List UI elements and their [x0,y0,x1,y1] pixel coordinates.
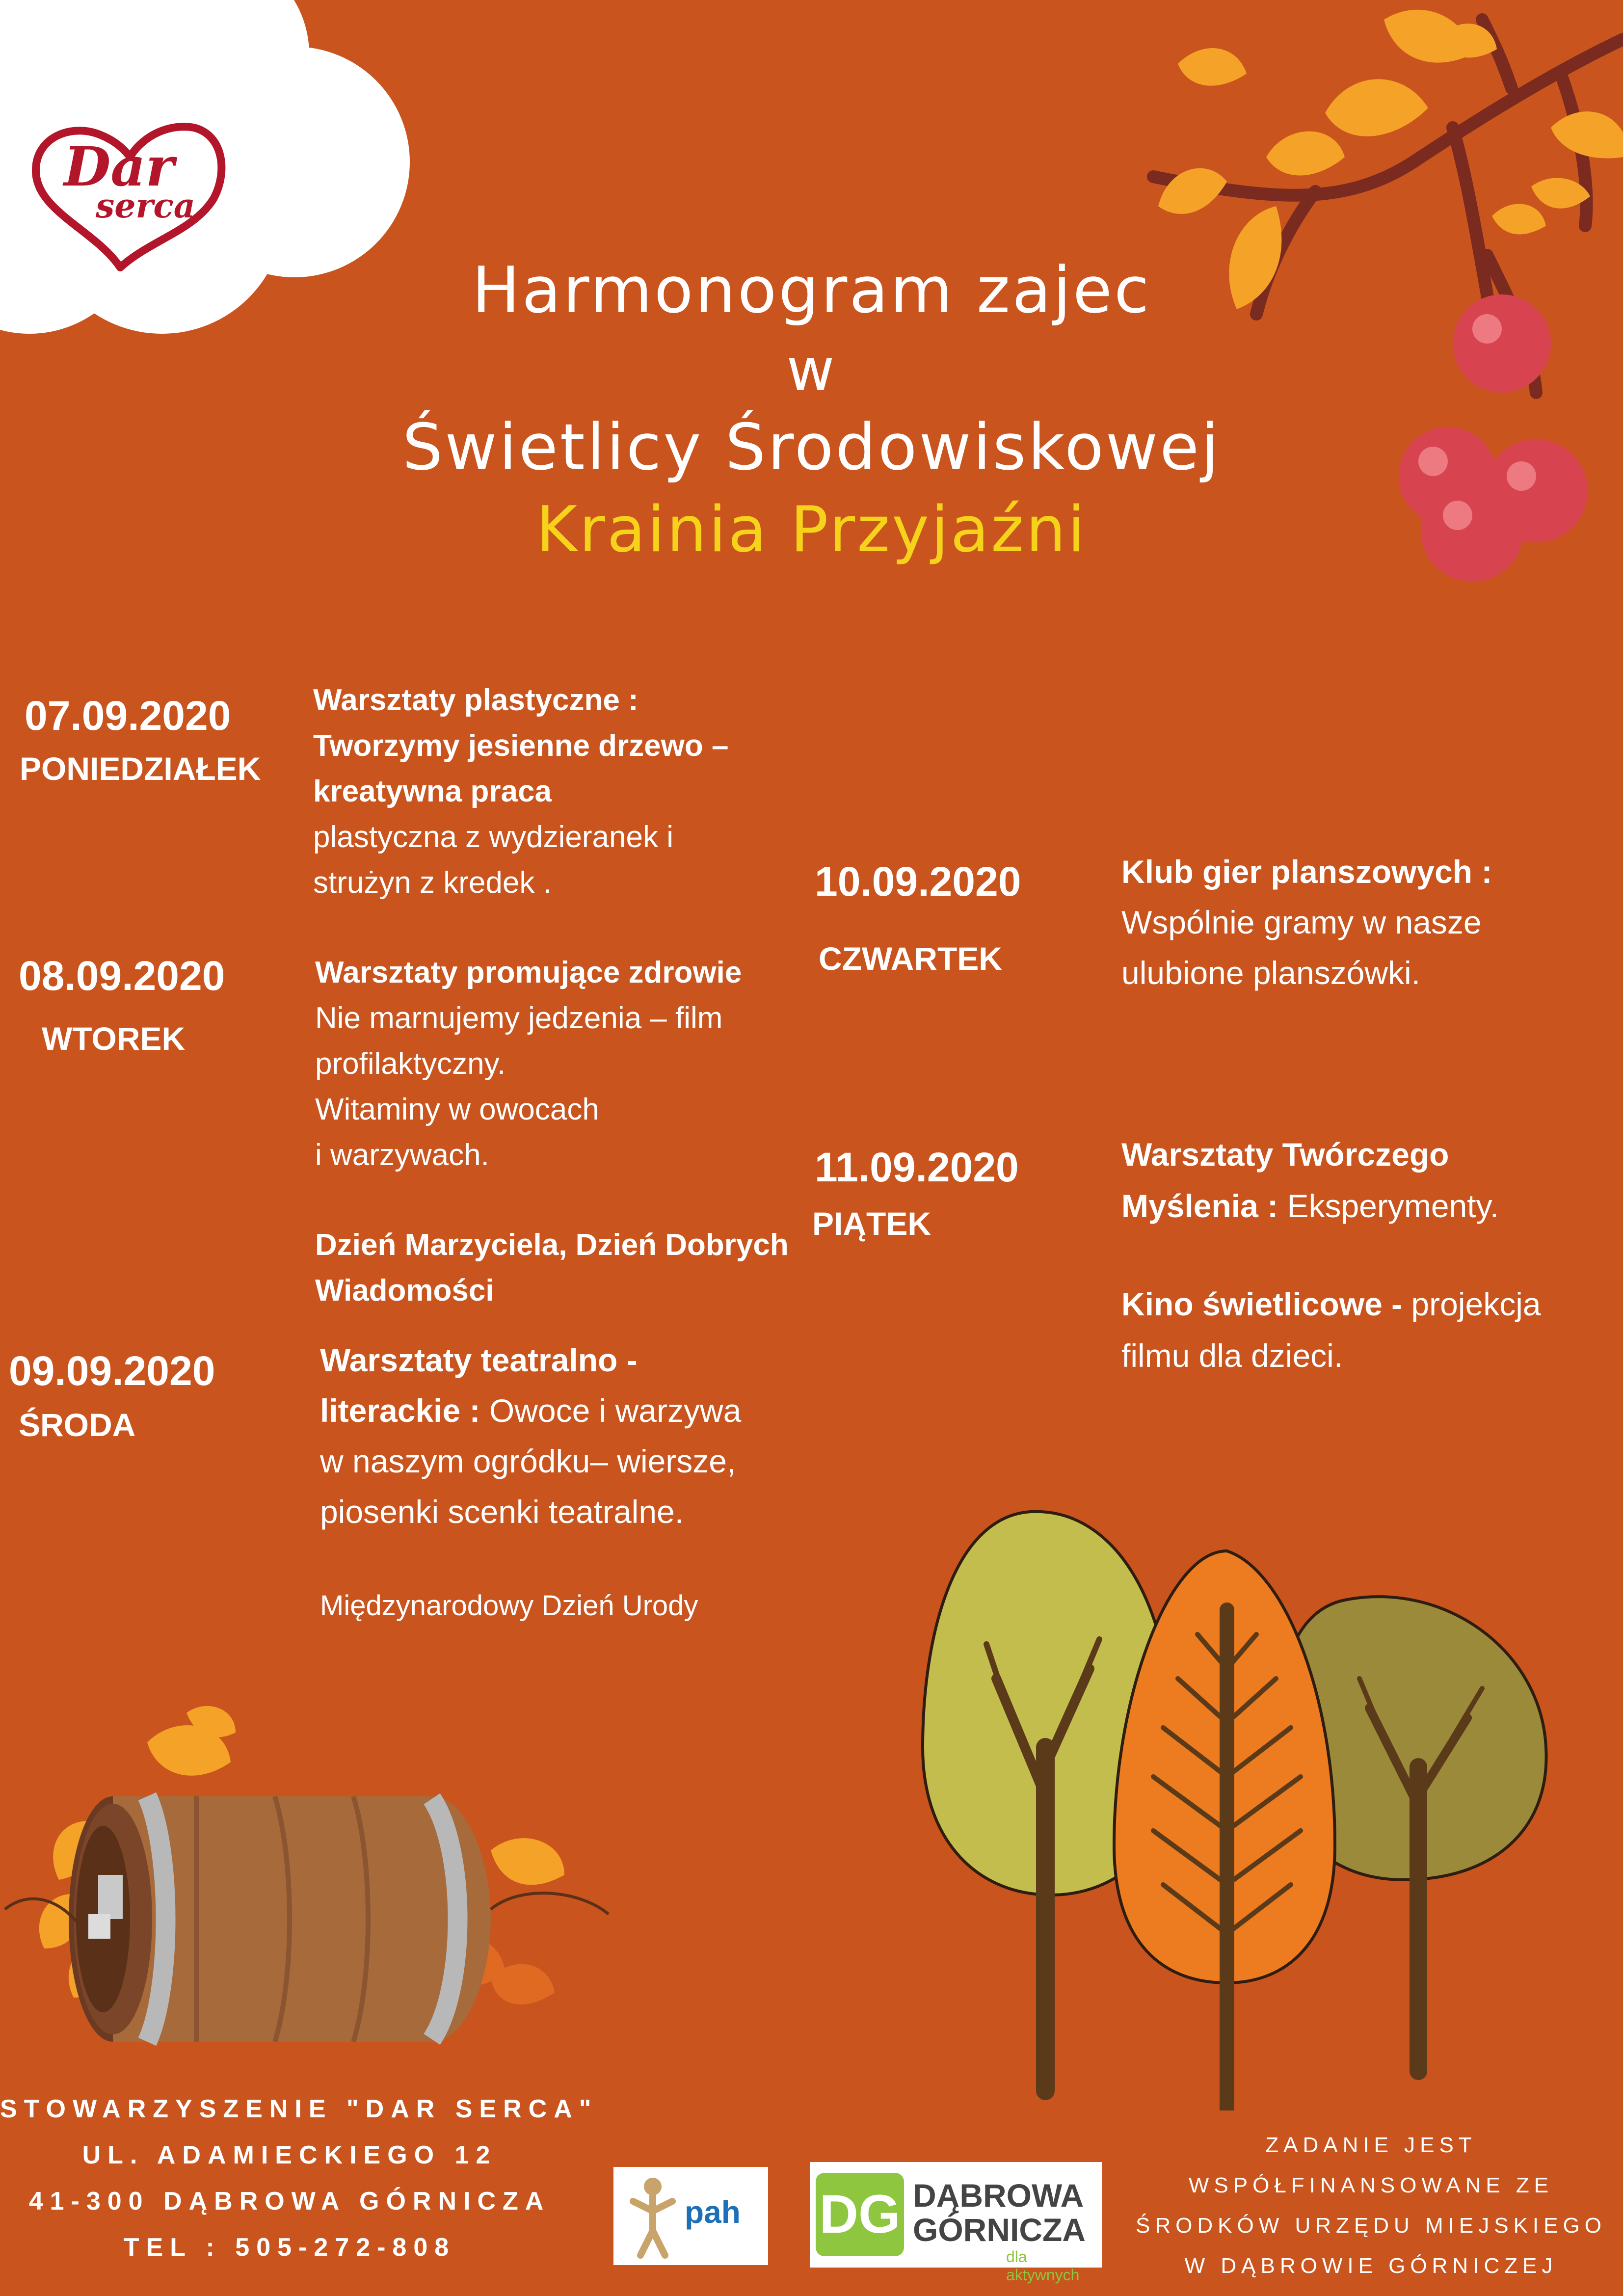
funding-line-2: WSPÓŁFINANSOWANE ZE [1188,2173,1554,2197]
pah-text: pah [685,2194,741,2230]
dg-line-2: GÓRNICZA [913,2212,1086,2248]
footer-phone: TEL : 505-272-808 [123,2233,456,2262]
footer-street: UL. ADAMIECKIEGO 12 [82,2141,497,2169]
dabrowa-gornicza-logo [810,2162,1102,2284]
date-monday: 07.09.2020 [25,693,231,739]
activity-tuesday-desc-4: i warzywach. [315,1138,489,1172]
activity-monday-desc-1: plastyczna z wydzieranek i [313,820,673,854]
activity-tuesday-title: Warsztaty promujące zdrowie [315,956,742,989]
footer-org-name: STOWARZYSZENIE "DAR SERCA" [0,2095,598,2123]
trees-illustration [913,1492,1551,2110]
pah-logo [613,2167,768,2265]
activity-friday-title-1: Warsztaty Twórczego [1121,1136,1449,1173]
title-line-1: Harmonogram zajec [472,253,1151,327]
date-tuesday: 08.09.2020 [19,953,225,999]
day-thursday: CZWARTEK [819,940,1002,977]
date-friday: 11.09.2020 [815,1144,1019,1190]
activity-friday-desc-1: Eksperymenty. [1278,1188,1499,1224]
activity-wednesday-extra: Międzynarodowy Dzień Urody [320,1590,698,1622]
footer-address [0,2086,598,2270]
title-line-3: Świetlicy Środowiskowej [402,410,1221,484]
activity-friday-extra-desc-2: filmu dla dzieci. [1121,1337,1343,1374]
activity-wednesday-title-1: Warsztaty teatralno - [320,1342,638,1378]
activity-thursday-title: Klub gier planszowych : [1121,854,1492,890]
date-thursday: 10.09.2020 [815,858,1021,905]
activity-monday-title-3: kreatywna praca [313,774,552,808]
activity-monday-title-1: Warsztaty plastyczne : [313,683,639,717]
activity-tuesday-extra-1: Dzień Marzyciela, Dzień Dobrych [315,1228,789,1262]
funding-line-4: W DĄBROWIE GÓRNICZEJ [1184,2254,1558,2278]
activity-tuesday-desc-1: Nie marnujemy jedzenia – film [315,1001,723,1035]
title-subtitle: Krainia Przyjaźni [536,493,1087,566]
day-monday: PONIEDZIAŁEK [20,750,261,787]
activity-wednesday [320,1335,821,1537]
activity-thursday-desc-1: Wspólnie gramy w nasze [1121,904,1482,940]
dg-line-1: DĄBROWA [913,2177,1084,2214]
day-wednesday: ŚRODA [19,1407,136,1443]
logo-text-dar: Dar [64,135,174,198]
footer-city: 41-300 DĄBROWA GÓRNICZA [28,2187,551,2216]
date-wednesday: 09.09.2020 [9,1348,215,1394]
day-friday: PIĄTEK [812,1205,931,1242]
funding-note [1119,2125,1623,2286]
funding-line-3: ŚRODKÓW URZĘDU MIEJSKIEGO [1136,2214,1606,2238]
activity-tuesday-desc-3: Witaminy w owocach [315,1093,599,1126]
funding-line-1: ZADANIE JEST [1265,2133,1477,2157]
activity-monday-desc-2: strużyn z kredek . [313,866,552,900]
logo-dar-serca [27,113,233,275]
activity-tuesday-extra [315,1222,816,1313]
activity-wednesday-desc-1: Owoce i warzywa [480,1392,742,1429]
activity-tuesday-extra-2: Wiadomości [315,1274,494,1308]
activity-tuesday [315,950,816,1178]
logo-text-serca: serca [96,187,195,226]
activity-friday-title-2: Myślenia : [1121,1188,1278,1224]
dg-tagline: dla aktywnych [1006,2248,1080,2284]
activity-monday [313,677,814,906]
activity-thursday-desc-2: ulubione planszówki. [1121,955,1421,991]
activity-tuesday-desc-2: profilaktyczny. [315,1047,506,1081]
pah-figure-icon [623,2172,682,2260]
activity-friday-extra [1121,1279,1612,1382]
day-tuesday: WTOREK [42,1020,186,1057]
activity-wednesday-desc-2: w naszym ogródku– wiersze, [320,1443,736,1479]
activity-friday [1121,1129,1612,1232]
activity-monday-title-2: Tworzymy jesienne drzewo – [313,729,729,763]
activity-wednesday-title-2: literackie : [320,1392,480,1429]
activity-friday-extra-desc-1: projekcja [1402,1286,1541,1322]
activity-thursday [1121,847,1612,998]
activity-friday-extra-title: Kino świetlicowe - [1121,1286,1403,1322]
title-line-2: w [786,336,837,404]
dg-mark: DG [816,2173,904,2256]
barrel-illustration [0,1703,618,2076]
activity-wednesday-desc-3: piosenki scenki teatralne. [320,1494,684,1530]
